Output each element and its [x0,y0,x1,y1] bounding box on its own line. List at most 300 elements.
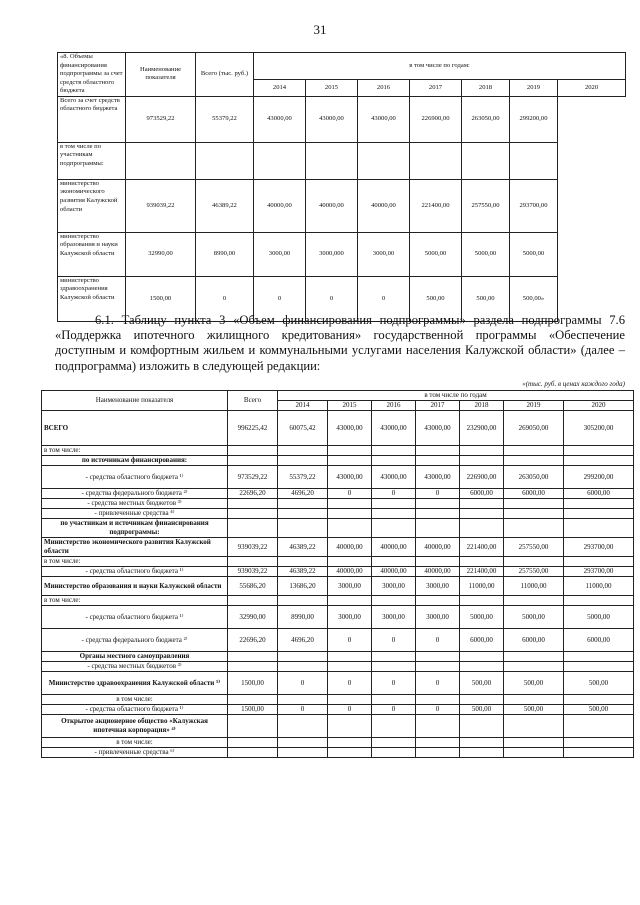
row-year-value: 43000,00 [372,411,416,446]
row-year-value [372,596,416,606]
row-total [228,596,278,606]
row-year-value: 43000,00 [372,466,416,489]
row-year-value [358,142,410,179]
row-label: Открытое акционерное общество «Калужская ипотечная корпорация» ⁴⁾ [42,715,228,738]
row-year-value: 5000,00 [462,232,510,276]
row-year-value: 0 [372,705,416,715]
table1-year-header: 2015 [306,80,358,96]
table2-year-header: 2014 [278,401,328,411]
table2-header-years-group: в том числе по годам [278,391,634,401]
row-year-value: 305200,00 [564,411,634,446]
row-year-value: 0 [372,489,416,499]
table1-first-cell: «8. Объемы финансирования подпрограммы за счет средств областного бюджета [58,53,126,97]
row-year-value: 4696,20 [278,629,328,652]
row-year-value: 5000,00 [504,606,564,629]
table-row [42,652,634,662]
row-year-value [328,715,372,738]
row-year-value [504,695,564,705]
row-year-value [278,499,328,509]
row-total [228,509,278,519]
row-year-value: 43000,00 [306,96,358,142]
row-year-value [416,748,460,758]
row-total: 1500,00 [228,672,278,695]
row-year-value [504,652,564,662]
row-total [228,738,278,748]
row-year-value [504,456,564,466]
row-year-value: 0 [328,672,372,695]
row-year-value [328,695,372,705]
row-year-value [460,499,504,509]
row-year-value: 40000,00 [372,538,416,557]
row-year-value: 6000,00 [504,629,564,652]
row-label: - средства областного бюджета ¹⁾ [42,466,228,489]
row-year-value [416,557,460,567]
row-year-value: 257550,00 [462,179,510,232]
row-year-value: 232900,00 [460,411,504,446]
row-year-value: 3000,00 [416,577,460,596]
table-row [42,596,634,606]
table-row [42,695,634,705]
row-year-value [278,738,328,748]
row-year-value [254,142,306,179]
row-label: в том числе: [42,738,228,748]
table-row [42,499,634,509]
table2-year-header: 2018 [460,401,504,411]
table-row [42,662,634,672]
row-year-value [328,509,372,519]
row-year-value: 299200,00 [564,466,634,489]
row-label: по участникам и источникам финансирования подпрограммы: [42,519,228,538]
row-year-value: 257550,00 [504,567,564,577]
table1-header-years-group: в том числе по годам: [254,53,626,80]
row-year-value [564,652,634,662]
row-year-value [460,456,504,466]
row-year-value: 13686,20 [278,577,328,596]
row-year-value [460,662,504,672]
row-year-value: 8990,00 [196,232,254,276]
row-year-value: 0 [416,705,460,715]
row-year-value [416,499,460,509]
table1-year-header: 2017 [410,80,462,96]
row-year-value [460,557,504,567]
row-year-value [460,509,504,519]
row-year-value [328,652,372,662]
row-year-value: 8990,00 [278,606,328,629]
row-year-value [460,715,504,738]
row-label: - средства местных бюджетов ³⁾ [42,499,228,509]
row-total [228,662,278,672]
row-year-value [278,748,328,758]
table2-year-header: 2020 [564,401,634,411]
table-row [42,519,634,538]
row-year-value: 11000,00 [504,577,564,596]
table-row [42,715,634,738]
row-year-value [372,715,416,738]
row-label: - средства федерального бюджета ²⁾ [42,629,228,652]
row-year-value [564,557,634,567]
row-year-value: 40000,00 [416,538,460,557]
row-year-value: 43000,00 [254,96,306,142]
row-year-value [278,509,328,519]
row-year-value [460,519,504,538]
row-year-value: 6000,00 [564,489,634,499]
row-year-value: 500,00 [410,276,462,321]
row-year-value [278,662,328,672]
row-year-value [564,695,634,705]
row-year-value: 263050,00 [462,96,510,142]
row-year-value: 6000,00 [504,489,564,499]
row-year-value [278,652,328,662]
row-label: Министерство экономического развития Калужской области [42,538,228,557]
row-year-value [278,557,328,567]
table1-year-header: 2018 [462,80,510,96]
row-year-value [416,519,460,538]
row-year-value: 3000,00 [328,606,372,629]
table1-year-header: 2016 [358,80,410,96]
table2-year-header: 2019 [504,401,564,411]
row-total [228,557,278,567]
row-year-value [504,738,564,748]
table-row [42,738,634,748]
row-year-value: 221400,00 [410,179,462,232]
row-label: - средства областного бюджета ¹⁾ [42,705,228,715]
row-total: 939039,22 [126,179,196,232]
table-row [58,96,626,142]
row-year-value: 43000,00 [328,466,372,489]
row-year-value [416,446,460,456]
row-year-value [328,596,372,606]
row-total [228,499,278,509]
row-year-value: 60075,42 [278,411,328,446]
amendment-paragraph: 6.1. Таблицу пункта 3 «Объем финансирования подпрограммы» раздела подпрограммы 7.6 «Поддержка ипотечного жилищного кредитования» государственной программы «Обеспечение доступным и комфортным жильем и коммунальными услугами населения Калужской области» (далее – подпрограмма) изложить в следующей редакции: [55,313,625,373]
row-year-value: 4696,20 [278,489,328,499]
row-total: 939039,22 [228,538,278,557]
row-year-value [460,652,504,662]
row-year-value [416,596,460,606]
row-year-value: 55379,22 [278,466,328,489]
row-label: ВСЕГО [42,411,228,446]
table2-year-header: 2017 [416,401,460,411]
row-year-value [372,519,416,538]
row-year-value [564,519,634,538]
row-year-value [372,652,416,662]
table-row [42,538,634,557]
row-year-value: 5000,00 [564,606,634,629]
row-total [228,446,278,456]
row-year-value [510,142,558,179]
row-total: 55686,20 [228,577,278,596]
table-row [42,705,634,715]
row-year-value: 6000,00 [564,629,634,652]
row-year-value [504,715,564,738]
row-year-value: 3000,00 [358,232,410,276]
row-year-value [564,748,634,758]
row-year-value: 55379,22 [196,96,254,142]
table-row [58,142,626,179]
row-year-value: 0 [416,629,460,652]
row-year-value: 0 [306,276,358,321]
row-year-value: 293700,00 [564,538,634,557]
row-year-value: 293700,00 [564,567,634,577]
row-label: министерство здравоохранения Калужской области [58,276,126,321]
row-year-value: 40000,00 [372,567,416,577]
row-year-value: 0 [416,672,460,695]
table1-year-header: 2020 [558,80,626,96]
row-label: - средства областного бюджета ¹⁾ [42,567,228,577]
row-year-value: 0 [328,489,372,499]
row-year-value [278,695,328,705]
row-year-value: 3000,00 [416,606,460,629]
row-year-value [460,748,504,758]
table-row [42,629,634,652]
row-year-value: 40000,00 [328,567,372,577]
row-year-value: 500,00 [460,705,504,715]
row-year-value: 43000,00 [416,466,460,489]
row-year-value [278,446,328,456]
row-total [228,456,278,466]
row-year-value [564,499,634,509]
row-year-value: 500,00» [510,276,558,321]
row-year-value [460,738,504,748]
row-year-value: 6000,00 [460,489,504,499]
row-label: - средства федерального бюджета ²⁾ [42,489,228,499]
row-label: министерство экономического развития Калужской области [58,179,126,232]
row-year-value [306,142,358,179]
row-year-value [416,715,460,738]
row-year-value: 40000,00 [254,179,306,232]
row-year-value [460,446,504,456]
row-year-value [410,142,462,179]
row-label: - средства областного бюджета ¹⁾ [42,606,228,629]
table-row [58,232,626,276]
row-total [228,695,278,705]
row-total: 22696,20 [228,629,278,652]
row-year-value [196,142,254,179]
row-year-value [504,748,564,758]
table2-year-header: 2016 [372,401,416,411]
row-year-value [372,662,416,672]
row-year-value: 221400,00 [460,567,504,577]
row-total: 996225,42 [228,411,278,446]
row-year-value [504,662,564,672]
row-year-value [504,509,564,519]
row-year-value: 3000,00 [372,606,416,629]
row-year-value: 500,00 [564,672,634,695]
row-year-value: 0 [196,276,254,321]
row-year-value [564,596,634,606]
row-label: Всего за счет средств областного бюджета [58,96,126,142]
row-total [228,652,278,662]
table-row [42,456,634,466]
row-year-value: 3000,00 [372,577,416,596]
row-total [228,748,278,758]
row-total [228,715,278,738]
row-year-value: 5000,00 [410,232,462,276]
row-year-value [372,509,416,519]
table-row [42,411,634,446]
table1-year-header: 2014 [254,80,306,96]
row-label: в том числе: [42,446,228,456]
row-year-value: 5000,00 [460,606,504,629]
row-year-value: 226900,00 [410,96,462,142]
row-total: 973529,22 [126,96,196,142]
row-year-value: 43000,00 [328,411,372,446]
row-total: 939039,22 [228,567,278,577]
row-year-value [372,499,416,509]
row-year-value: 5000,00 [510,232,558,276]
row-year-value [328,557,372,567]
row-year-value: 43000,00 [416,411,460,446]
table2-header-total: Всего [228,391,278,411]
row-year-value [416,738,460,748]
row-total: 22696,20 [228,489,278,499]
row-year-value: 500,00 [564,705,634,715]
row-year-value: 3000,000 [306,232,358,276]
row-year-value [564,446,634,456]
row-total [228,519,278,538]
row-year-value [328,456,372,466]
row-year-value: 46389,22 [278,538,328,557]
row-year-value: 226900,00 [460,466,504,489]
row-year-value [504,596,564,606]
row-total: 32990,00 [126,232,196,276]
row-year-value: 500,00 [460,672,504,695]
row-year-value: 40000,00 [358,179,410,232]
row-total: 32990,00 [228,606,278,629]
table1-header-name: Наименование показателя [126,53,196,97]
row-total: 973529,22 [228,466,278,489]
row-year-value [372,748,416,758]
table-row [58,179,626,232]
row-year-value: 46389,22 [278,567,328,577]
table-row [42,606,634,629]
table-row [42,509,634,519]
row-year-value: 40000,00 [328,538,372,557]
table2-unit-note: «(тыс. руб. в ценах каждого года) [522,380,625,388]
row-label: в том числе: [42,557,228,567]
row-total [126,142,196,179]
row-year-value [416,456,460,466]
table2-year-header: 2015 [328,401,372,411]
row-year-value [328,519,372,538]
row-year-value: 0 [328,705,372,715]
table-row [42,748,634,758]
row-year-value [328,446,372,456]
table-row [42,672,634,695]
row-year-value [460,695,504,705]
row-year-value: 0 [358,276,410,321]
row-year-value [504,499,564,509]
row-year-value [462,142,510,179]
row-year-value: 0 [328,629,372,652]
row-year-value [504,446,564,456]
row-year-value: 46389,22 [196,179,254,232]
row-year-value: 500,00 [504,672,564,695]
row-year-value [564,662,634,672]
row-label: - привлеченные средства ⁶⁾ [42,748,228,758]
row-label: по источникам финансирования: [42,456,228,466]
row-year-value [278,519,328,538]
row-year-value: 40000,00 [306,179,358,232]
row-year-value: 500,00 [504,705,564,715]
funding-table-subprogram [41,390,634,758]
row-year-value [460,596,504,606]
row-label: министерство образования и науки Калужской области [58,232,126,276]
row-year-value [372,695,416,705]
row-year-value: 500,00 [462,276,510,321]
row-year-value [328,499,372,509]
row-total: 1500,00 [228,705,278,715]
row-year-value: 3000,00 [254,232,306,276]
table-row [42,557,634,567]
row-year-value [416,652,460,662]
row-year-value: 269050,00 [504,411,564,446]
row-year-value [372,446,416,456]
row-year-value [328,738,372,748]
table1-year-header: 2019 [510,80,558,96]
row-year-value [504,557,564,567]
row-total: 1500,00 [126,276,196,321]
row-label: в том числе: [42,695,228,705]
row-year-value [372,456,416,466]
row-year-value [278,456,328,466]
row-year-value: 11000,00 [564,577,634,596]
row-year-value [328,662,372,672]
row-year-value: 257550,00 [504,538,564,557]
row-year-value [416,695,460,705]
table1-header-total: Всего (тыс. руб.) [196,53,254,97]
funding-table-regional [57,52,626,322]
row-label: в том числе: [42,596,228,606]
row-year-value: 0 [416,489,460,499]
row-year-value: 0 [278,672,328,695]
row-year-value [328,748,372,758]
page-number: 31 [313,22,327,37]
row-label: Министерство образования и науки Калужской области [42,577,228,596]
table2-header-name: Наименование показателя [42,391,228,411]
row-year-value [564,456,634,466]
row-year-value [416,662,460,672]
table-row [42,567,634,577]
row-year-value: 263050,00 [504,466,564,489]
table-row [42,489,634,499]
row-year-value [564,509,634,519]
table-row [42,577,634,596]
row-year-value [416,509,460,519]
row-year-value: 3000,00 [328,577,372,596]
row-year-value [564,738,634,748]
row-year-value: 299200,00 [510,96,558,142]
row-year-value: 221400,00 [460,538,504,557]
row-year-value: 6000,00 [460,629,504,652]
row-year-value: 43000,00 [358,96,410,142]
row-year-value: 0 [278,705,328,715]
row-year-value: 0 [372,629,416,652]
row-year-value: 11000,00 [460,577,504,596]
row-year-value [564,715,634,738]
row-label: Министерство здравоохранения Калужской области ⁵⁾ [42,672,228,695]
row-label: - привлеченные средства ⁴⁾ [42,509,228,519]
row-year-value: 0 [254,276,306,321]
table-row [42,446,634,456]
row-label: - средства местных бюджетов ³⁾ [42,662,228,672]
row-year-value [372,738,416,748]
table-row [42,466,634,489]
row-year-value [372,557,416,567]
row-year-value [278,715,328,738]
row-year-value: 40000,00 [416,567,460,577]
row-year-value: 293700,00 [510,179,558,232]
